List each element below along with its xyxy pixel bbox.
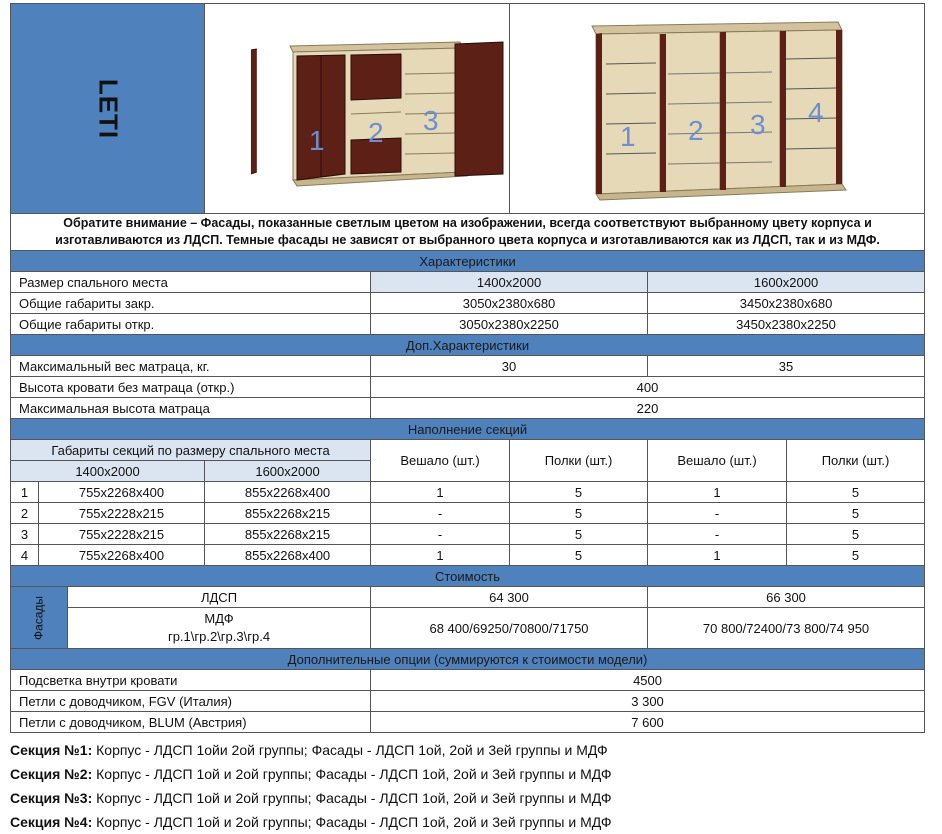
table-row (11, 398, 925, 419)
row-label: Максимальная высота матраца (11, 398, 371, 419)
closed-wardrobe-drawing (205, 4, 510, 208)
row-label: Общие габариты откр. (11, 314, 371, 335)
hanger-2: 1 (648, 545, 787, 566)
shelves-2: 5 (787, 524, 925, 545)
section-number: 4 (11, 545, 39, 566)
dims-header: Габариты секций по размеру спального места (11, 440, 371, 461)
table-row (11, 587, 925, 608)
open-section-4-label: 4 (808, 97, 824, 128)
note-title: Секция №3: (10, 790, 93, 806)
note-text: Корпус - ЛДСП 1ойи 2ой группы; Фасады - ЛДСП 1ой, 2ой и 3ей группы и МДФ (92, 742, 608, 758)
note-text: Корпус - ЛДСП 1ой и 2ой группы; Фасады - ЛДСП 1ой, 2ой и 3ей группы и МДФ (92, 766, 612, 782)
dims-1: 755x2268x400 (39, 545, 205, 566)
note-text: Корпус - ЛДСП 1ой и 2ой группы; Фасады - ЛДСП 1ой, 2ой и 3ей группы и МДФ (92, 814, 612, 830)
shelves-1: 5 (510, 524, 648, 545)
facades-label: Фасады (31, 595, 46, 640)
spec-sheet (10, 3, 924, 834)
value-cell: 3050x2380x2250 (371, 314, 648, 335)
sections-header: Наполнение секций (11, 419, 925, 440)
spec-table (10, 3, 925, 733)
table-row (11, 314, 925, 335)
table-row (11, 670, 925, 691)
hanger-1: 1 (371, 482, 510, 503)
value-cell: 400 (371, 377, 925, 398)
hanger-2: - (648, 503, 787, 524)
open-section-2-label: 2 (688, 115, 704, 146)
notice (11, 214, 925, 251)
note-title: Секция №1: (10, 742, 93, 758)
value-cell: 3450x2380x2250 (648, 314, 925, 335)
section-note (10, 738, 924, 762)
hanger-2: 1 (648, 482, 787, 503)
closed-section-2-label: 2 (368, 117, 384, 148)
option-label: Петли с доводчиком, FGV (Италия) (11, 691, 371, 712)
row-label: Общие габариты закр. (11, 293, 371, 314)
cost-header: Стоимость (11, 566, 925, 587)
option-label: Подсветка внутри кровати (11, 670, 371, 691)
option-price: 7 600 (371, 712, 925, 733)
size-2-header: 1600x2000 (205, 461, 371, 482)
dims-1: 755x2228x215 (39, 503, 205, 524)
characteristics-header: Характеристики (11, 251, 925, 272)
section-notes (10, 738, 924, 834)
table-row (11, 712, 925, 733)
shelves-2: 5 (787, 482, 925, 503)
mdf-label-line-1: МДФ (204, 611, 234, 626)
section-note (10, 762, 924, 786)
value-cell: 3050x2380x680 (371, 293, 648, 314)
dims-1: 755x2228x215 (39, 524, 205, 545)
facades-label-cell (11, 587, 68, 649)
mdf-label (68, 608, 371, 649)
dims-2: 855x2268x400 (205, 545, 371, 566)
table-row (11, 377, 925, 398)
note-title: Секция №4: (10, 814, 93, 830)
shelves-1: 5 (510, 503, 648, 524)
table-row (11, 691, 925, 712)
hanger-1: - (371, 503, 510, 524)
ldsp-price-1: 64 300 (371, 587, 648, 608)
option-price: 3 300 (371, 691, 925, 712)
table-row (11, 545, 925, 566)
value-cell: 3450x2380x680 (648, 293, 925, 314)
option-price: 4500 (371, 670, 925, 691)
row-label: Размер спального места (11, 272, 371, 293)
option-label: Петли с доводчиком, BLUM (Австрия) (11, 712, 371, 733)
section-number: 1 (11, 482, 39, 503)
shelves-2: 5 (787, 503, 925, 524)
dims-2: 855x2268x215 (205, 503, 371, 524)
table-row (11, 356, 925, 377)
table-row (11, 482, 925, 503)
dims-2: 855x2268x400 (205, 482, 371, 503)
shelves-header-2: Полки (шт.) (787, 440, 925, 482)
notice-line-2: изготавливаются из ЛДСП. Темные фасады не зависят от выбранного цвета корпуса и изготавливаются как из ЛДСП, так и из МДФ. (55, 233, 880, 247)
section-number: 2 (11, 503, 39, 524)
dims-1: 755x2268x400 (39, 482, 205, 503)
table-row (11, 608, 925, 649)
hanger-1: 1 (371, 545, 510, 566)
closed-section-1-label: 1 (309, 125, 325, 156)
note-text: Корпус - ЛДСП 1ой и 2ой группы; Фасады - ЛДСП 1ой, 2ой и 3ей группы и МДФ (92, 790, 612, 806)
value-cell: 220 (371, 398, 925, 419)
ldsp-label: ЛДСП (68, 587, 371, 608)
brand-cell (11, 4, 205, 214)
bed-size-2: 1600x2000 (648, 272, 925, 293)
hanger-header-1: Вешало (шт.) (371, 440, 510, 482)
open-section-3-label: 3 (750, 109, 766, 140)
shelves-1: 5 (510, 482, 648, 503)
shelves-1: 5 (510, 545, 648, 566)
open-wardrobe-drawing (510, 4, 925, 208)
mdf-price-2: 70 800/72400/73 800/74 950 (648, 608, 925, 649)
shelves-header-1: Полки (шт.) (510, 440, 648, 482)
open-view-cell (510, 4, 925, 214)
mdf-price-1: 68 400/69250/70800/71750 (371, 608, 648, 649)
section-number: 3 (11, 524, 39, 545)
options-header: Дополнительные опции (суммируются к стоимости модели) (11, 649, 925, 670)
hanger-1: - (371, 524, 510, 545)
brand-logo: LETI (93, 78, 123, 139)
dims-2: 855x2268x215 (205, 524, 371, 545)
section-note (10, 786, 924, 810)
bed-size-1: 1400x2000 (371, 272, 648, 293)
table-row (11, 272, 925, 293)
shelves-2: 5 (787, 545, 925, 566)
table-row (11, 524, 925, 545)
row-label: Высота кровати без матраца (откр.) (11, 377, 371, 398)
open-section-1-label: 1 (620, 121, 636, 152)
ldsp-price-2: 66 300 (648, 587, 925, 608)
value-cell: 30 (371, 356, 648, 377)
hanger-header-2: Вешало (шт.) (648, 440, 787, 482)
notice-line-1: Обратите внимание – Фасады, показанные светлым цветом на изображении, всегда соответствуют выбранному цвету корпуса и (63, 216, 872, 230)
hanger-2: - (648, 524, 787, 545)
note-title: Секция №2: (10, 766, 93, 782)
closed-view-cell (205, 4, 510, 214)
value-cell: 35 (648, 356, 925, 377)
table-row (11, 503, 925, 524)
section-note (10, 810, 924, 834)
size-1-header: 1400x2000 (11, 461, 205, 482)
extra-header: Доп.Характеристики (11, 335, 925, 356)
closed-section-3-label: 3 (423, 105, 439, 136)
table-row (11, 293, 925, 314)
mdf-label-line-2: гр.1\гр.2\гр.3\гр.4 (167, 629, 271, 644)
row-label: Максимальный вес матраца, кг. (11, 356, 371, 377)
